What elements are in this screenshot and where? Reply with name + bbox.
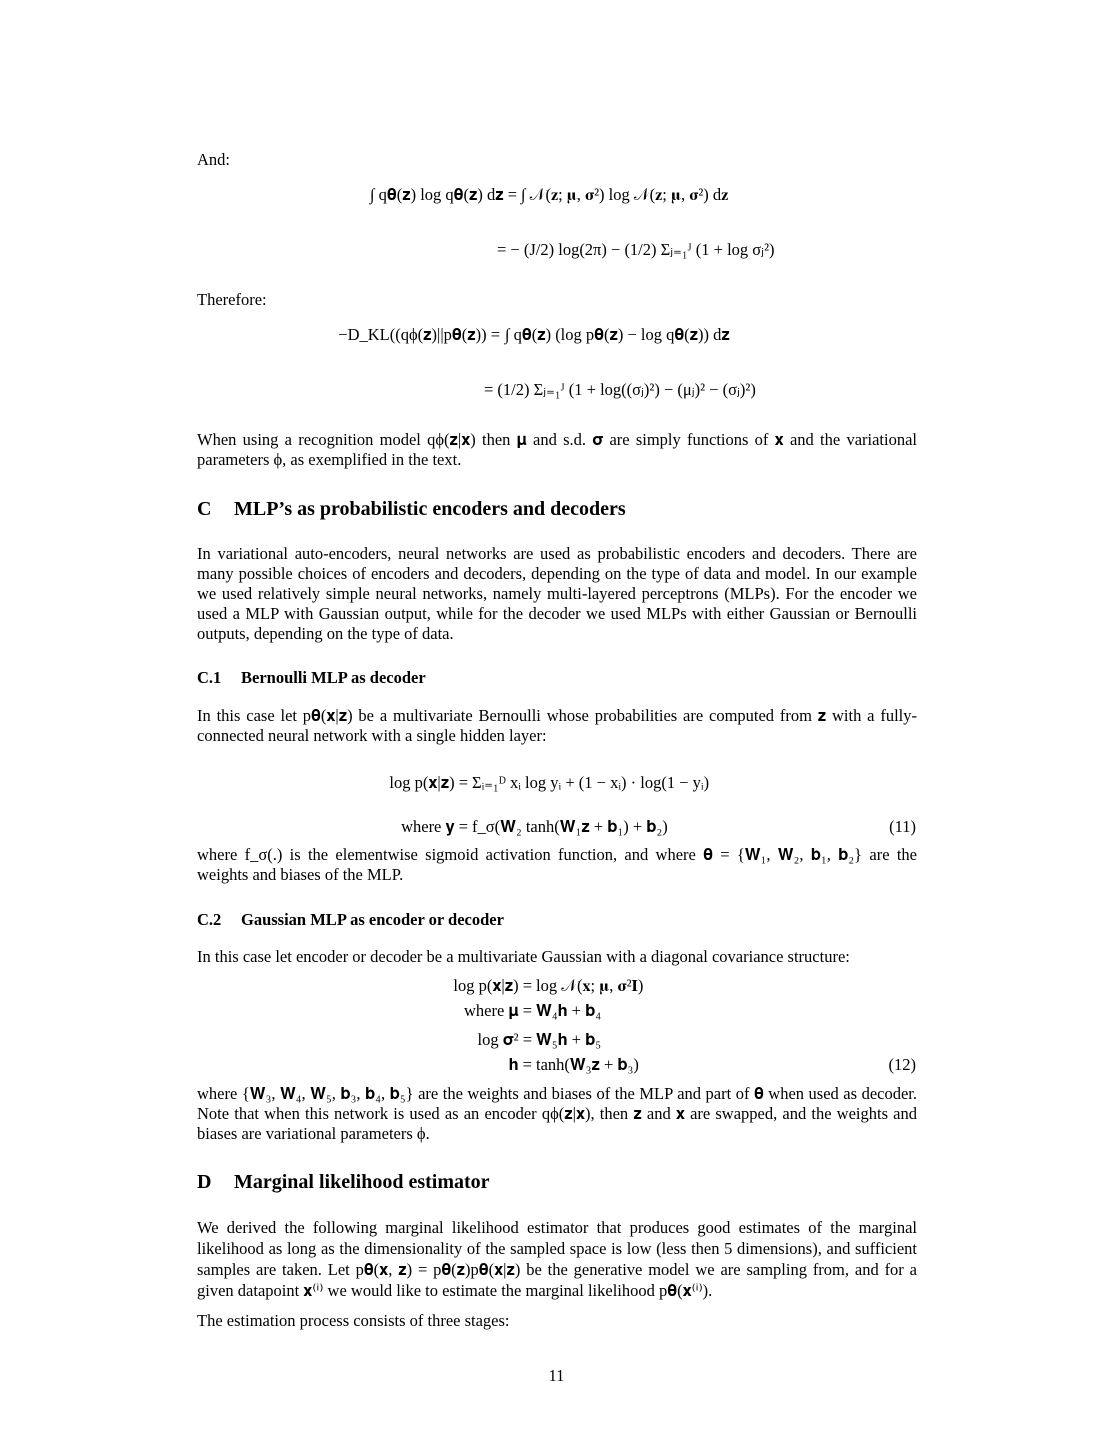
equation-gaussian-3 — [0, 1030, 1113, 1054]
equation-lhs: 𝐡 = — [508, 1055, 532, 1074]
equation-lhs: log 𝛔² = — [477, 1030, 532, 1049]
equation-entropy-1 — [0, 185, 1113, 209]
equation-number: (11) — [889, 817, 916, 836]
equation-rhs: f_σ(𝐖₂ tanh(𝐖₁𝐳 + 𝐛₁) + 𝐛₂) — [472, 817, 668, 836]
therefore-label: Therefore: — [197, 290, 267, 309]
equation-number: (12) — [888, 1055, 916, 1074]
paragraph: In variational auto-encoders, neural networks are used as probabilistic encoders and decoders. There are many possible choices of encoders and decoders, depending on the type of data and model. In our example we used relatively simple neural networks, namely multi-layered perceptrons (MLPs). For the encoder we used a MLP with Gaussian output, while for the decoder we used MLPs with either Gaussian or Bernoulli outputs, depending on the type of data. — [197, 544, 917, 643]
equation-kl-1 — [0, 325, 1113, 349]
equation-gaussian-1 — [0, 976, 1113, 1000]
paragraph: where {𝐖₃, 𝐖₄, 𝐖₅, 𝐛₃, 𝐛₄, 𝐛₅} are the weights and biases of the MLP and part of 𝛉 when used as decoder. Note that when this network is used as an encoder qϕ(𝐳|𝐱), then 𝐳 and 𝐱 are swapped, and the weights and biases are variational parameters ϕ. — [197, 1084, 917, 1143]
subsection-heading-c2 — [197, 910, 504, 930]
equation-rhs: 𝐖₅𝐡 + 𝐛₅ — [536, 1030, 602, 1049]
equation-bernoulli-2 — [0, 817, 1113, 841]
equation-rhs: tanh(𝐖₃𝐳 + 𝐛₃) — [536, 1055, 639, 1074]
equation-lhs: ∫ q𝛉(𝐳) log q𝛉(𝐳) d𝐳 = — [370, 185, 517, 204]
subsection-title: Bernoulli MLP as decoder — [241, 668, 426, 687]
paragraph: where f_σ(.) is the elementwise sigmoid activation function, and where 𝛉 = {𝐖₁, 𝐖₂, 𝐛₁, 𝐛₂} are the weights and biases of the MLP. — [197, 845, 917, 884]
page-number: 11 — [548, 1366, 565, 1385]
section-heading-c — [197, 499, 626, 519]
subsection-title: Gaussian MLP as encoder or decoder — [241, 910, 504, 929]
equation-rhs: Σᵢ₌₁ᴰ xᵢ log yᵢ + (1 − xᵢ) · log(1 − yᵢ) — [472, 773, 710, 792]
equation-gaussian-4 — [0, 1055, 1113, 1079]
equation-rhs: log 𝒩(𝐱; 𝛍, 𝛔²𝐈) — [536, 976, 644, 995]
paragraph: In this case let encoder or decoder be a multivariate Gaussian with a diagonal covariance structure: — [197, 947, 850, 966]
paragraph: We derived the following marginal likelihood estimator that produces good estimates of the marginal likelihood as long as the dimensionality of the sampled space is low (less then 5 dimensions), and sufficient samples are taken. Let p𝛉(𝐱, 𝐳) = p𝛉(𝐳)p𝛉(𝐱|𝐳) be the generative model we are sampling from, and for a given datapoint 𝐱⁽ⁱ⁾ we would like to estimate the marginal likelihood p𝛉(𝐱⁽ⁱ⁾). — [197, 1218, 917, 1300]
equation-rhs: = (1/2) Σⱼ₌₁ᴶ (1 + log((σⱼ)²) − (μⱼ)² − (σⱼ)²) — [484, 380, 756, 399]
equation-rhs: ∫ q𝛉(𝐳) (log p𝛉(𝐳) − log q𝛉(𝐳)) d𝐳 — [505, 325, 730, 344]
subsection-number: C.2 — [197, 910, 222, 929]
subsection-heading-c1 — [197, 668, 426, 688]
section-title: Marginal likelihood estimator — [234, 1171, 490, 1193]
section-heading-d — [197, 1172, 490, 1192]
subsection-number: C.1 — [197, 668, 222, 687]
equation-lhs: −D_KL((qϕ(𝐳)||p𝛉(𝐳)) = — [338, 325, 500, 344]
paragraph: In this case let p𝛉(𝐱|𝐳) be a multivariate Bernoulli whose probabilities are computed from 𝐳 with a fully-connected neural network with a single hidden layer: — [197, 706, 917, 745]
section-number: D — [197, 1171, 212, 1193]
section-number: C — [197, 498, 212, 520]
equation-rhs: 𝐖₄𝐡 + 𝐛₄ — [536, 1001, 602, 1020]
equation-kl-2 — [0, 380, 1113, 404]
paragraph: When using a recognition model qϕ(𝐳|𝐱) then 𝛍 and s.d. 𝛔 are simply functions of 𝐱 and the variational parameters ϕ, as exemplified in the text. — [197, 430, 917, 469]
equation-lhs: where 𝛍 = — [464, 1001, 532, 1020]
equation-gaussian-2 — [0, 1001, 1113, 1025]
equation-lhs: log p(𝐱|𝐳) = — [389, 773, 468, 792]
and-label: And: — [197, 150, 230, 169]
paragraph: The estimation process consists of three stages: — [197, 1311, 510, 1330]
section-title: MLP’s as probabilistic encoders and decoders — [234, 498, 626, 520]
equation-entropy-2 — [0, 240, 1113, 264]
equation-rhs: ∫ 𝒩(𝐳; 𝛍, 𝛔²) log 𝒩(𝐳; 𝛍, 𝛔²) d𝐳 — [521, 185, 729, 204]
equation-lhs: log p(𝐱|𝐳) = — [453, 976, 532, 995]
equation-bernoulli-1 — [0, 773, 1113, 797]
equation-rhs: = − (J/2) log(2π) − (1/2) Σⱼ₌₁ᴶ (1 + log σⱼ²) — [497, 240, 775, 259]
equation-lhs: where 𝐲 = — [401, 817, 468, 836]
